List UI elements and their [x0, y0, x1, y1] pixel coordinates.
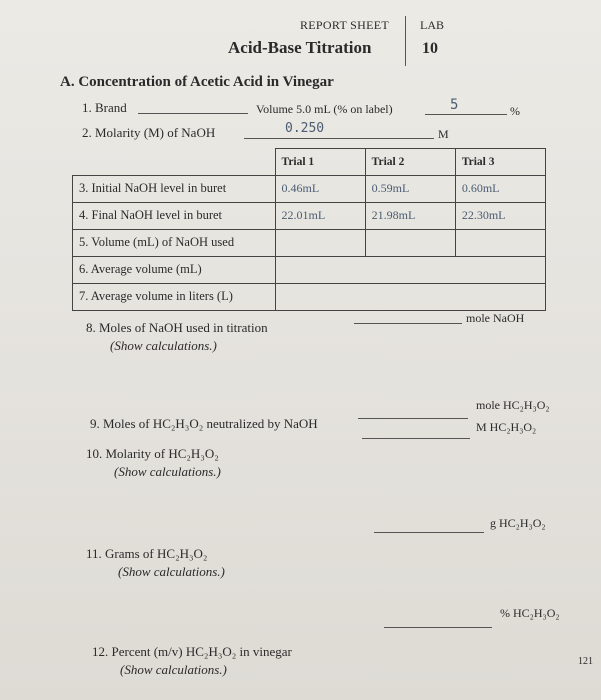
- q11-label: 11. Grams of HC₂H₃O₂: [86, 546, 208, 561]
- header-trial-1: Trial 1: [275, 149, 365, 176]
- row-label: 4. Final NaOH level in buret: [73, 202, 276, 229]
- table-corner: [73, 149, 276, 176]
- volume-label: Volume 5.0 mL (% on label): [256, 102, 393, 116]
- q10-label: 10. Molarity of HC₂H₃O₂: [86, 446, 219, 461]
- table-cell[interactable]: [455, 229, 545, 256]
- report-sheet-label: REPORT SHEET: [300, 18, 390, 32]
- molarity-naoh-label: 2. Molarity (M) of NaOH: [82, 125, 216, 140]
- q10-calc-note: (Show calculations.): [114, 464, 221, 479]
- brand-label: 1. Brand: [82, 100, 127, 115]
- lab-number: 10: [422, 40, 438, 57]
- percent-answer-line: [425, 114, 507, 115]
- q12-calc-note: (Show calculations.): [120, 662, 227, 677]
- q8-calc-note: (Show calculations.): [110, 338, 217, 353]
- section-title: A. Concentration of Acetic Acid in Vinegar: [60, 74, 334, 90]
- table-row: [73, 256, 546, 283]
- table-cell[interactable]: [275, 229, 365, 256]
- page-title: Acid-Base Titration: [228, 38, 372, 57]
- percent-value: 5: [450, 97, 459, 113]
- q11-answer-line: [374, 532, 484, 533]
- q12-answer-line: [384, 627, 492, 628]
- q10-answer-line: [362, 438, 470, 439]
- q9-answer-line: [358, 418, 468, 419]
- header-divider: [405, 16, 406, 66]
- lab-label: LAB: [420, 18, 444, 32]
- molarity-naoh-value: 0.250: [285, 121, 325, 136]
- percent-unit: %: [510, 104, 520, 118]
- row-label: 5. Volume (mL) of NaOH used: [73, 229, 276, 256]
- page-number: 121: [578, 656, 593, 667]
- row-label: 3. Initial NaOH level in buret: [73, 175, 276, 202]
- table-cell[interactable]: 22.30mL: [455, 202, 545, 229]
- header-trial-2: Trial 2: [365, 149, 455, 176]
- q8-answer-line: [354, 323, 462, 324]
- table-cell[interactable]: 21.98mL: [365, 202, 455, 229]
- header-trial-3: Trial 3: [455, 149, 545, 176]
- q9-label: 9. Moles of HC₂H₃O₂ neutralized by NaOH: [90, 416, 318, 431]
- table-cell[interactable]: 22.01mL: [275, 202, 365, 229]
- q11-unit: g HC₂H₃O₂: [490, 516, 546, 530]
- row-label: 6. Average volume (mL): [73, 256, 276, 283]
- table-cell[interactable]: 0.59mL: [365, 175, 455, 202]
- table-cell[interactable]: [365, 229, 455, 256]
- q11-calc-note: (Show calculations.): [118, 564, 225, 579]
- table-cell[interactable]: 0.46mL: [275, 175, 365, 202]
- row-label: 7. Average volume in liters (L): [73, 283, 276, 310]
- table-cell[interactable]: 0.60mL: [455, 175, 545, 202]
- q12-label: 12. Percent (m/v) HC₂H₃O₂ in vinegar: [92, 644, 292, 659]
- table-row: [73, 229, 546, 256]
- q9-unit: mole HC₂H₃O₂: [476, 398, 550, 412]
- table-cell[interactable]: [275, 256, 546, 283]
- q10-unit: M HC₂H₃O₂: [476, 420, 537, 434]
- titration-table: [72, 148, 546, 311]
- table-row: [73, 202, 546, 229]
- table-row: [73, 175, 546, 202]
- table-cell[interactable]: [275, 283, 546, 310]
- molarity-answer-line: [244, 138, 434, 139]
- q12-unit: % HC₂H₃O₂: [500, 606, 560, 620]
- q8-unit: mole NaOH: [466, 311, 525, 325]
- table-row: [73, 283, 546, 310]
- q8-label: 8. Moles of NaOH used in titration: [86, 320, 268, 335]
- brand-answer-line: [138, 113, 248, 114]
- molarity-unit: M: [438, 127, 449, 141]
